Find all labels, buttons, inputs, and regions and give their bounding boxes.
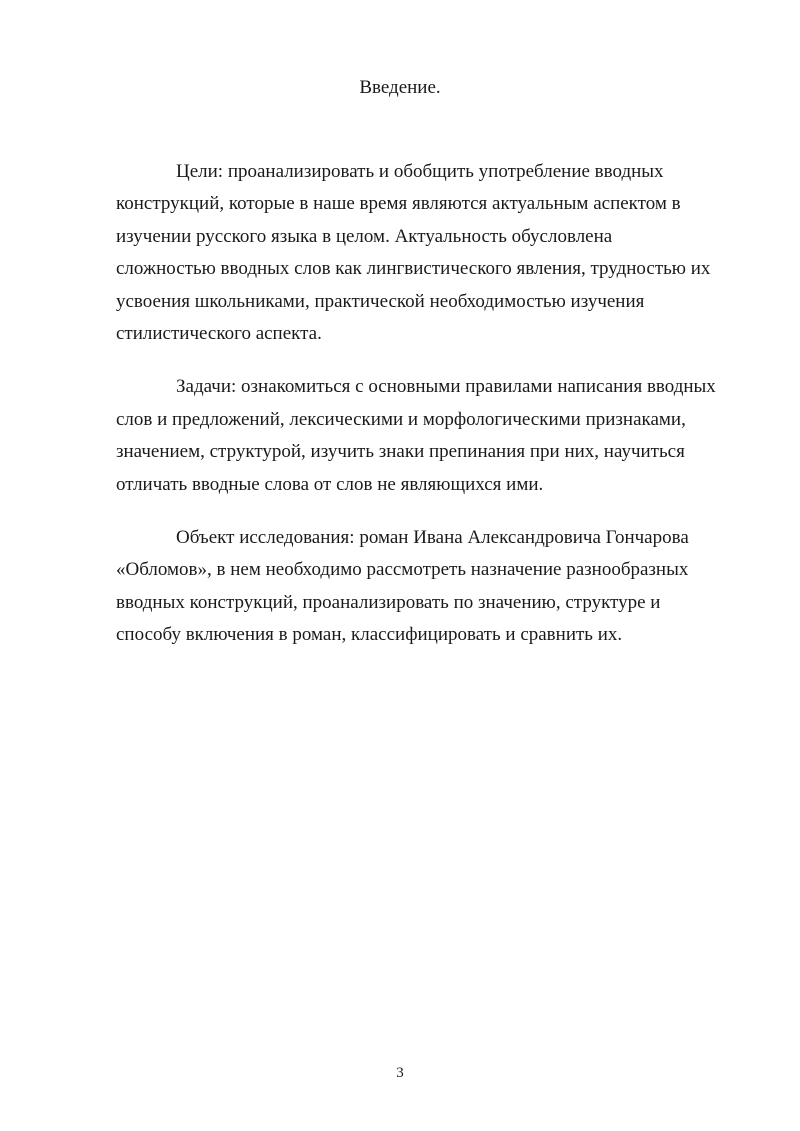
paragraph-research-object: Объект исследования: роман Ивана Александровича Гончарова «Обломов», в нем необходимо рассмотреть назначение разнообразных вводных конструкций, проанализировать по значению, структуре и способу включения в роман, классифицировать и сравнить их. xyxy=(116,527,689,646)
document-body xyxy=(116,156,716,673)
paragraph-goals: Цели: проанализировать и обобщить употребление вводных конструкций, которые в наше время являются актуальным аспектом в изучении русского языка в целом. Актуальность обусловлена сложностью вводных слов как лингвистического явления, трудностью их усвоения школьниками, практической необходимостью изучения стилистического аспекта. xyxy=(116,161,711,345)
page-number: 3 xyxy=(396,1065,404,1081)
paragraph-tasks: Задачи: ознакомиться с основными правилами написания вводных слов и предложений, лексическими и морфологическими признаками, значением, структурой, изучить знаки препинания при них, научиться отличать вводные слова от слов не являющихся ими. xyxy=(116,376,716,495)
page-title: Введение. xyxy=(359,77,441,98)
